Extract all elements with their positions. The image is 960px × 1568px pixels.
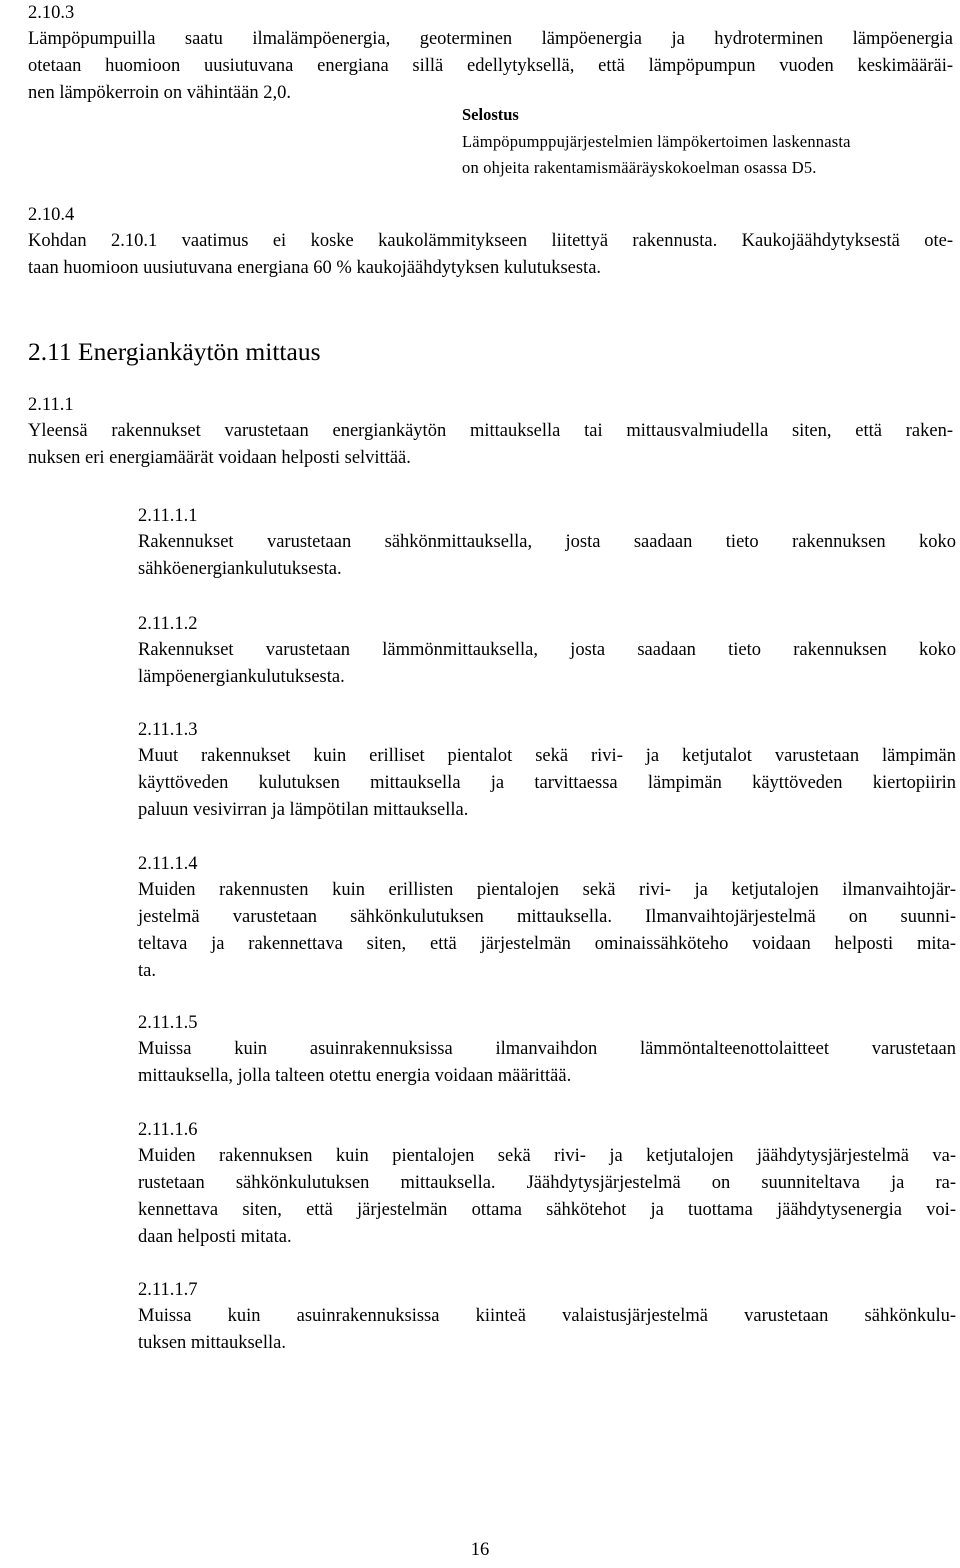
- body-line: mittauksella, jolla talteen otettu energia voidaan määrittää.: [138, 1066, 572, 1086]
- section-number: 2.10.3: [28, 3, 75, 23]
- body-line: teltava ja rakennettava siten, että järjestelmän ominaissähköteho voidaan helposti mita-: [138, 934, 956, 954]
- subsection-number: 2.11.1.5: [138, 1013, 198, 1033]
- body-line: nuksen eri energiamäärät voidaan helposti selvittää.: [28, 448, 411, 468]
- body-line: otetaan huomioon uusiutuvana energiana sillä edellytyksellä, että lämpöpumpun vuoden keskimääräi-: [28, 56, 953, 76]
- body-line: sähköenergiankulutuksesta.: [138, 559, 342, 579]
- subsection-number: 2.11.1.6: [138, 1120, 198, 1140]
- subsection-body: [138, 1303, 956, 1357]
- section-number: 2.11.1: [28, 395, 74, 415]
- note-line: Lämpöpumppujärjestelmien lämpökertoimen laskennasta: [462, 131, 851, 151]
- body-line: Muissa kuin asuinrakennuksissa kiinteä valaistusjärjestelmä varustetaan sähkönkulu-: [138, 1306, 956, 1326]
- section-2-10-4: [28, 202, 953, 282]
- subsection-number: 2.11.1.1: [138, 506, 198, 526]
- note-line: on ohjeita rakentamismääräyskokoelman osassa D5.: [462, 158, 817, 177]
- section-2-11-1: [28, 392, 953, 472]
- body-line: jestelmä varustetaan sähkönkulutuksen mittauksella. Ilmanvaihtojärjestelmä on suunni-: [138, 907, 956, 927]
- subsection-number: 2.11.1.4: [138, 854, 198, 874]
- body-line: Lämpöpumpuilla saatu ilmalämpöenergia, geoterminen lämpöenergia ja hydroterminen lämpöenergia: [28, 29, 953, 49]
- section-body: [28, 228, 953, 282]
- body-line: nen lämpökerroin on vähintään 2,0.: [28, 83, 292, 103]
- section-2-10-3: [28, 0, 953, 107]
- body-line: Muissa kuin asuinrakennuksissa ilmanvaihdon lämmöntalteenottolaitteet varustetaan: [138, 1039, 956, 1059]
- subsection-number: 2.11.1.3: [138, 720, 198, 740]
- body-line: daan helposti mitata.: [138, 1227, 292, 1247]
- subsection-2-11-1-7: [138, 1277, 956, 1357]
- subsection-number: 2.11.1.7: [138, 1280, 198, 1300]
- body-line: kennettava siten, että järjestelmän ottama sähkötehot ja tuottama jäähdytysenergia voi-: [138, 1200, 956, 1220]
- subsection-2-11-1-2: [138, 611, 956, 691]
- subsection-body: [138, 1143, 956, 1251]
- page-number: 16: [470, 1540, 490, 1560]
- body-line: paluun vesivirran ja lämpötilan mittauksella.: [138, 800, 469, 820]
- subsection-number: 2.11.1.2: [138, 614, 198, 634]
- body-line: Muiden rakennusten kuin erillisten pientalojen sekä rivi- ja ketjutalojen ilmanvaihtojär-: [138, 880, 956, 900]
- body-line: Yleensä rakennukset varustetaan energiankäytön mittauksella tai mittausvalmiudella siten, että raken-: [28, 421, 953, 441]
- explanation-note: [462, 102, 956, 182]
- subsection-body: [138, 637, 956, 691]
- body-line: ta.: [138, 961, 156, 981]
- body-line: käyttöveden kulutuksen mittauksella ja tarvittaessa lämpimän käyttöveden kiertopiirin: [138, 773, 956, 793]
- section-body: [28, 418, 953, 472]
- body-line: Kohdan 2.10.1 vaatimus ei koske kaukolämmitykseen liitettyä rakennusta. Kaukojäähdytyksestä ote-: [28, 231, 953, 251]
- note-heading: Selostus: [462, 105, 519, 124]
- subsection-2-11-1-1: [138, 503, 956, 583]
- subsection-2-11-1-5: [138, 1010, 956, 1090]
- subsection-body: [138, 743, 956, 824]
- section-number: 2.10.4: [28, 205, 75, 225]
- body-line: taan huomioon uusiutuvana energiana 60 % kaukojäähdytyksen kulutuksesta.: [28, 258, 602, 278]
- subsection-body: [138, 877, 956, 985]
- subsection-2-11-1-4: [138, 851, 956, 985]
- subsection-2-11-1-6: [138, 1117, 956, 1251]
- body-line: Muut rakennukset kuin erilliset pientalot sekä rivi- ja ketjutalot varustetaan lämpimän: [138, 746, 956, 766]
- subsection-body: [138, 529, 956, 583]
- subsection-2-11-1-3: [138, 717, 956, 824]
- section-heading: 2.11 Energiankäytön mittaus: [28, 337, 321, 366]
- body-line: rustetaan sähkönkulutuksen mittauksella. Jäähdytysjärjestelmä on suunniteltava ja ra-: [138, 1173, 956, 1193]
- section-body: [28, 26, 953, 107]
- body-line: Rakennukset varustetaan sähkönmittauksella, josta saadaan tieto rakennuksen koko: [138, 532, 956, 552]
- body-line: lämpöenergiankulutuksesta.: [138, 667, 345, 687]
- subsection-body: [138, 1036, 956, 1090]
- body-line: Muiden rakennuksen kuin pientalojen sekä rivi- ja ketjutalojen jäähdytysjärjestelmä va-: [138, 1146, 956, 1166]
- body-line: tuksen mittauksella.: [138, 1333, 286, 1353]
- body-line: Rakennukset varustetaan lämmönmittauksella, josta saadaan tieto rakennuksen koko: [138, 640, 956, 660]
